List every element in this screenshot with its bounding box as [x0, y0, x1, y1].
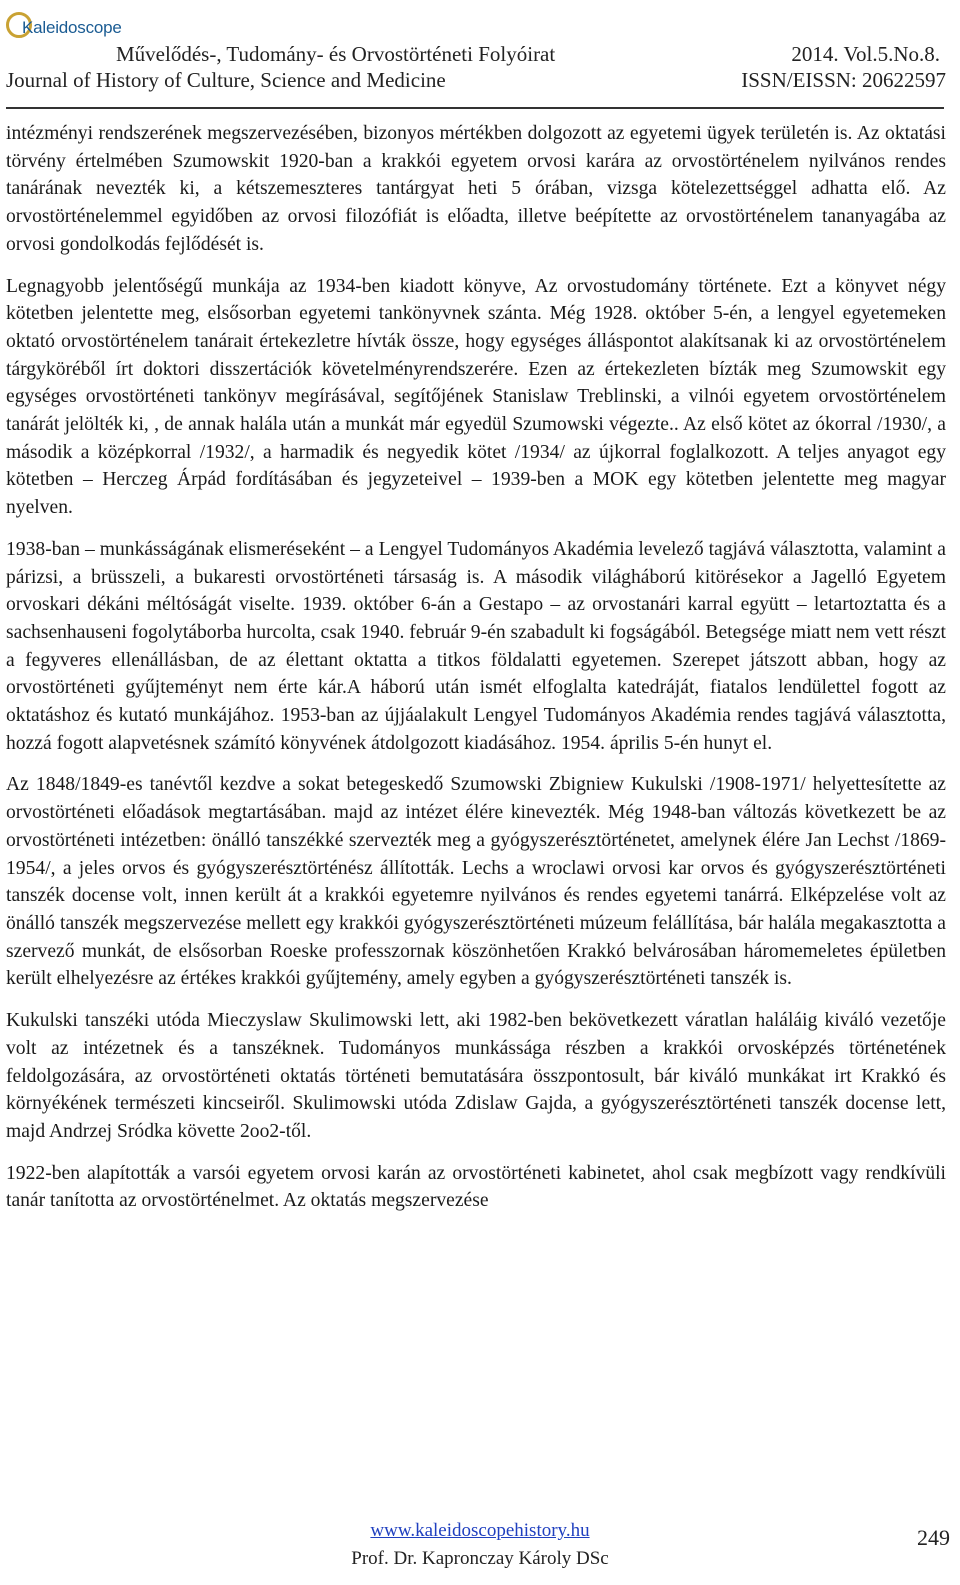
journal-title-hungarian: Művelődés-, Tudomány- és Orvostörténeti Folyóirat: [116, 42, 556, 66]
kaleidoscope-logo: [4, 6, 122, 42]
paragraph: 1922-ben alapították a varsói egyetem orvosi karán az orvostörténeti kabinetet, ahol csak megbízott vagy rendkívüli tanár tanította az orvostörténelmet. Az oktatás megszervezése: [6, 1162, 946, 1212]
paragraph: intézményi rendszerének megszervezésében, bizonyos mértékben dolgozott az egyetemi ügyek területén is. Az oktatási törvény értelmében Szumowskit 1920-ban a krakkói egyetem orvosi karára az orvostörténelem nyilvános rendes tanárának nevezték ki, a kétszemeszteres tantárgyat heti 5 órában, vizsga kötelezettséggel adhatta elő. Az orvostörténelemmel egyidőben az orvosi filozófiát is előadta, illetve beépítette az orvostörténelem tananyagába az orvosi gondolkodás fejlődését is.: [6, 123, 946, 255]
page-number: 249: [917, 1525, 950, 1550]
article-body: [6, 120, 946, 1229]
website-link[interactable]: www.kaleidoscopehistory.hu: [370, 1520, 590, 1541]
paragraph: Kukulski tanszéki utóda Mieczyslaw Skulimowski lett, aki 1982-ben bekövetkezett váratlan haláláig kiváló vezetője volt az intézetnek és a tanszéknek. Tudományos munkássága részben a krakkói orvosképzés történetének feldolgozására, az orvostörténeti oktatás történeti bemutatására összpontosult, bár kiváló munkákat irt Krakkó és környékének természeti kincseiről. Skulimowski utóda Zdislaw Gajda, a gyógyszerésztörténeti tanszék docense lett, majd Andrzej Sródka követte 2oo2-től.: [6, 1010, 946, 1142]
header-divider: [6, 107, 944, 109]
logo-text: Kaleidoscope: [22, 18, 122, 37]
issn-info: ISSN/EISSN: 20622597: [741, 68, 946, 92]
paragraph: Legnagyobb jelentőségű munkája az 1934-ben kiadott könyve, Az orvostudomány története. Ezt a könyvet négy kötetben jelentette meg, elsősorban egyetemi tankönyvnek szánta. Még 1928. október 5-én, a lengyel egyetemeken oktató orvostörténelem tanárait értekezletre hívták össze, hogy egységes álláspontot alakítsanak ki az orvostörténelem tárgyköréből írt doktori disszertációk követelményrendszerére. Ezen az értekezleten bízták meg Szumowskit egy egységes orvostörténeti tankönyv megírásával, segítőjének Stanislaw Treblinski, a vilnói egyetem orvostörténelem tanárát jelölték ki, , de annak halála után a munkát már egyedül Szumowski végezte.. Az első kötet az ókorral /1930/, a második a középkorral /1932/, a harmadik és negyedik kötet /1934/ az újkorral foglalkozott. A teljes anyagot egy kötetben – Herczeg Árpád fordításában és jegyzeteivel – 1939-ben a MOK egy kötetben jelentette meg magyar nyelven.: [6, 275, 946, 519]
page-header: [0, 0, 960, 100]
paragraph: 1938-ban – munkásságának elismeréseként – a Lengyel Tudományos Akadémia levelező tagjává választotta, valamint a párizsi, a brüsszeli, a bukaresti orvostörténeti társaság is. A második világháború kitörésekor a Jagelló Egyetem orvoskari dékáni méltóságát viselte. 1939. október 6-án a Gestapo – az orvostanári karral együtt – letartoztatta és a sachsenhauseni fogolytáborba hurcolta, csak 1940. február 9-én szabadult ki fogságából. Betegsége miatt nem vett részt a fegyveres ellenállásban, de az élettant oktatta a titkos földalatti egyetemen. Szerepet játszott abban, hogy az orvostörténeti gyűjteményt nem érte kár.A háború után ismét elfoglalta katedráját, fiatalos lendülettel fogott az oktatáshoz és kutató munkájához. 1953-ban az újjáalakult Lengyel Tudományos Akadémia rendes tagjává választotta, hozzá fogott alapvetésnek számító könyvének átdolgozott kiadásához. 1954. április 5-én hunyt el.: [6, 538, 946, 754]
issue-info: 2014. Vol.5.No.8.: [791, 42, 940, 66]
footer-author: Prof. Dr. Kapronczay Károly DSc: [351, 1548, 609, 1569]
journal-title-english: Journal of History of Culture, Science and Medicine: [6, 68, 446, 92]
paragraph: Az 1848/1849-es tanévtől kezdve a sokat betegeskedő Szumowski Zbigniew Kukulski /1908-1971/ helyettesítette az orvostörténeti előadások megtartásában. majd az intézet élére kinevezték. Még 1948-ban változás következett be az orvostörténeti intézetben: önálló tanszékké szervezték meg a gyógyszerésztörténetet, amelynek élére Jan Lechst /1869-1954/, a jeles orvos és gyógyszerésztörténész állították. Lechs a wroclawi orvosi kar orvos és gyógyszerésztörténeti tanszék docense volt, innen került át a krakkói egyetemre nyilvános és rendes egyetemi tanárrá. Elképzelése volt az önálló tanszék megszervezése mellett egy krakkói gyógyszerésztörténeti múzeum felállítása, bár halála megakasztotta a szervező munkát, de elsősorban Roeske professzornak köszönhetően Krakkó belvárosában háromemeletes épületben került elhelyezésre az értékes krakkói gyűjtemény, amely egyben a gyógyszerésztörténeti tanszék is.: [6, 774, 946, 990]
